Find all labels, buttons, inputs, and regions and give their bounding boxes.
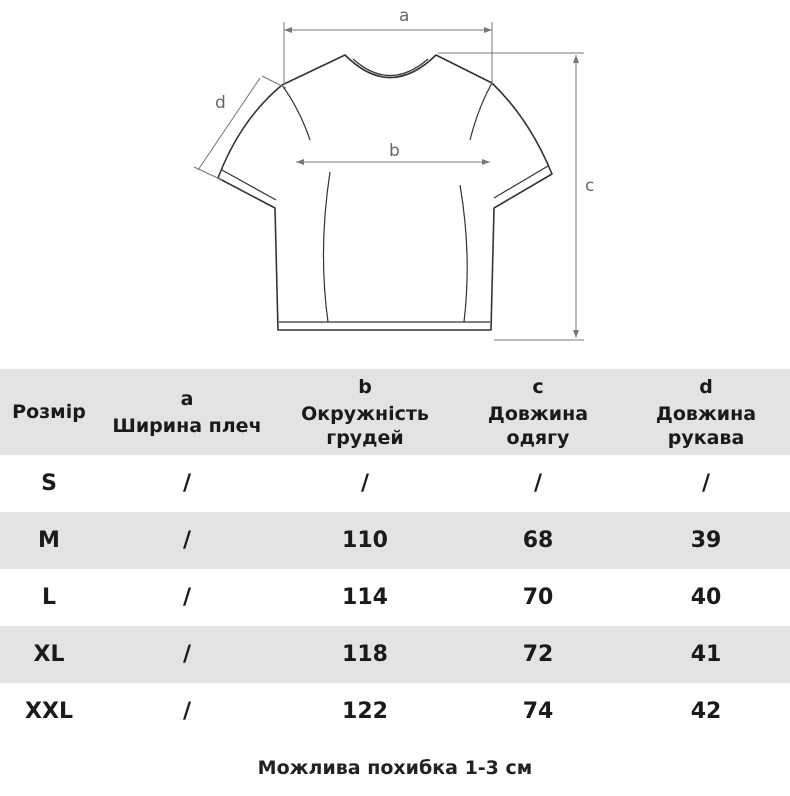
header-b-name: Окружність грудей <box>301 402 429 449</box>
tshirt-diagram <box>0 0 790 360</box>
cell-c: 72 <box>522 642 554 667</box>
header-d-name: Довжина рукава <box>655 402 757 449</box>
cell-d: 39 <box>690 528 722 553</box>
size-table-header <box>0 369 790 455</box>
cell-c: 68 <box>522 528 554 553</box>
size-table <box>0 369 790 740</box>
cell-a: / <box>182 585 192 610</box>
cell-size: M <box>38 528 60 553</box>
cell-b: 122 <box>342 699 388 724</box>
header-a-name: Ширина плеч <box>112 414 262 437</box>
cell-b: 110 <box>342 528 388 553</box>
dimension-label-a: a <box>399 6 410 26</box>
table-row <box>0 626 790 683</box>
header-a-letter: a <box>180 387 194 410</box>
header-b <box>276 369 454 455</box>
cell-d: 42 <box>690 699 722 724</box>
tshirt-svg <box>0 0 790 360</box>
header-c-name: Довжина одягу <box>487 402 589 449</box>
cell-d: 40 <box>690 585 722 610</box>
cell-d: 41 <box>690 642 722 667</box>
cell-c: / <box>533 471 543 496</box>
tolerance-note: Можлива похибка 1-3 см <box>257 757 533 779</box>
table-row <box>0 512 790 569</box>
header-c-letter: c <box>532 375 544 398</box>
cell-a: / <box>182 699 192 724</box>
table-row <box>0 569 790 626</box>
cell-size: XL <box>33 642 65 667</box>
cell-a: / <box>182 471 192 496</box>
header-d-letter: d <box>699 375 713 398</box>
cell-c: 74 <box>522 699 554 724</box>
header-a <box>98 369 276 455</box>
cell-size: XXL <box>25 699 73 724</box>
header-row <box>0 369 790 455</box>
header-d <box>622 369 790 455</box>
cell-a: / <box>182 642 192 667</box>
header-c <box>454 369 622 455</box>
header-size-name: Розмір <box>12 401 86 423</box>
tshirt-outline <box>218 55 552 330</box>
dimension-label-d: d <box>215 93 226 113</box>
cell-size: S <box>41 471 57 496</box>
size-table-body <box>0 455 790 740</box>
dimension-label-b: b <box>389 141 400 161</box>
header-size <box>0 369 98 455</box>
cell-d: / <box>701 471 711 496</box>
table-row <box>0 683 790 740</box>
cell-b: 114 <box>342 585 388 610</box>
cell-b: / <box>360 471 370 496</box>
cell-a: / <box>182 528 192 553</box>
cell-b: 118 <box>342 642 388 667</box>
cell-size: L <box>41 585 57 610</box>
tshirt-seams <box>222 59 548 322</box>
dimension-lines <box>194 22 584 340</box>
dimension-label-c: c <box>585 176 595 196</box>
header-b-letter: b <box>358 375 372 398</box>
cell-c: 70 <box>522 585 554 610</box>
table-row <box>0 455 790 512</box>
